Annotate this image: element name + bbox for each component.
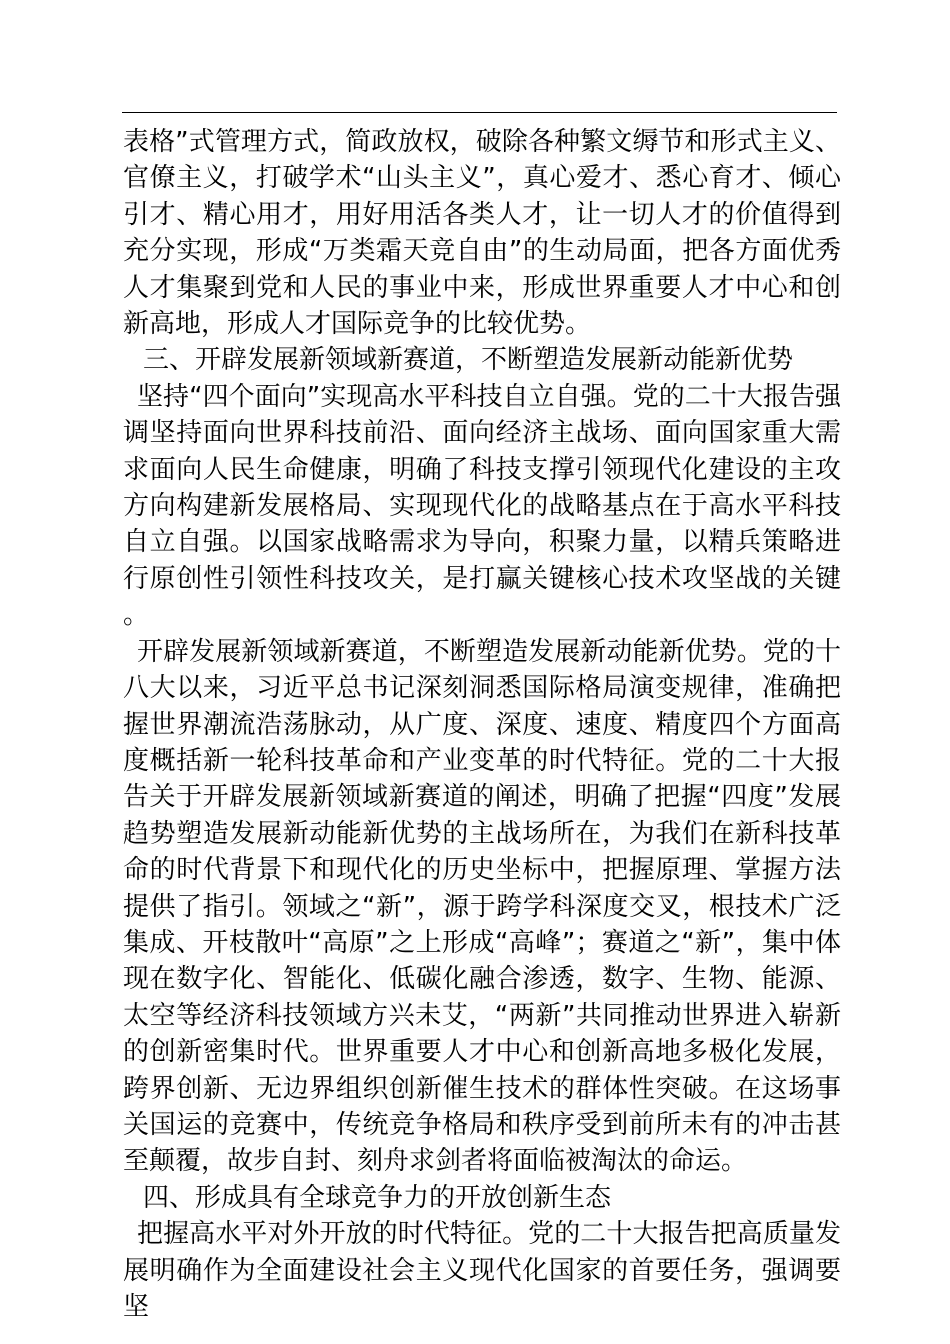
paragraph-opening-up: 把握高水平对外开放的时代特征。党的二十大报告把高质量发展明确作为全面建设社会主义现代化国家的首要任务，强调要坚 [123,1219,841,1322]
header-rule [122,112,837,113]
section-heading-3: 三、开辟发展新领域新赛道，不断塑造发展新动能新优势 [143,345,794,376]
section-heading-4: 四、形成具有全球竞争力的开放创新生态 [143,1182,612,1213]
paragraph-continuation: 表格”式管理方式，简政放权，破除各种繁文缛节和形式主义、官僚主义，打破学术“山头主义”，真心爱才、悉心育才、倾心引才、精心用才，用好用活各类人才，让一切人才的价值得到充分实现，形成“万类霜天竞自由”的生动局面，把各方面优秀人才集聚到党和人民的事业中来，形成世界重要人才中心和创新高地，形成人才国际竞争的比较优势。 [123,127,841,340]
body-text [123,124,841,1325]
paragraph-new-fields: 开辟发展新领域新赛道，不断塑造发展新动能新优势。党的十八大以来，习近平总书记深刻洞悉国际格局演变规律，准确把握世界潮流浩荡脉动，从广度、深度、速度、精度四个方面高度概括新一轮科技革命和产业变革的时代特征。党的二十大报告关于开辟发展新领域新赛道的阐述，明确了把握“四度”发展趋势塑造发展新动能新优势的主战场所在，为我们在新科技革命的时代背景下和现代化的历史坐标中，把握原理、掌握方法提供了指引。领域之“新”，源于跨学科深度交叉，根技术广泛集成、开枝散叶“高原”之上形成“高峰”；赛道之“新”，集中体现在数字化、智能化、低碳化融合渗透，数字、生物、能源、太空等经济科技领域方兴未艾，“两新”共同推动世界进入崭新的创新密集时代。世界重要人才中心和创新高地多极化发展，跨界创新、无边界组织创新催生技术的群体性突破。在这场事关国运的竞赛中，传统竞争格局和秩序受到前所未有的冲击甚至颠覆，故步自封、刻舟求剑者将面临被淘汰的命运。 [123,636,841,1177]
paragraph-four-orientations: 坚持“四个面向”实现高水平科技自立自强。党的二十大报告强调坚持面向世界科技前沿、面向经济主战场、面向国家重大需求面向人民生命健康，明确了科技支撑引领现代化建设的主攻方向构建新发展格局、实现现代化的战略基点在于高水平科技自立自强。以国家战略需求为导向，积聚力量，以精兵策略进行原创性引领性科技攻关，是打赢关键核心技术攻坚战的关键。 [123,381,841,631]
